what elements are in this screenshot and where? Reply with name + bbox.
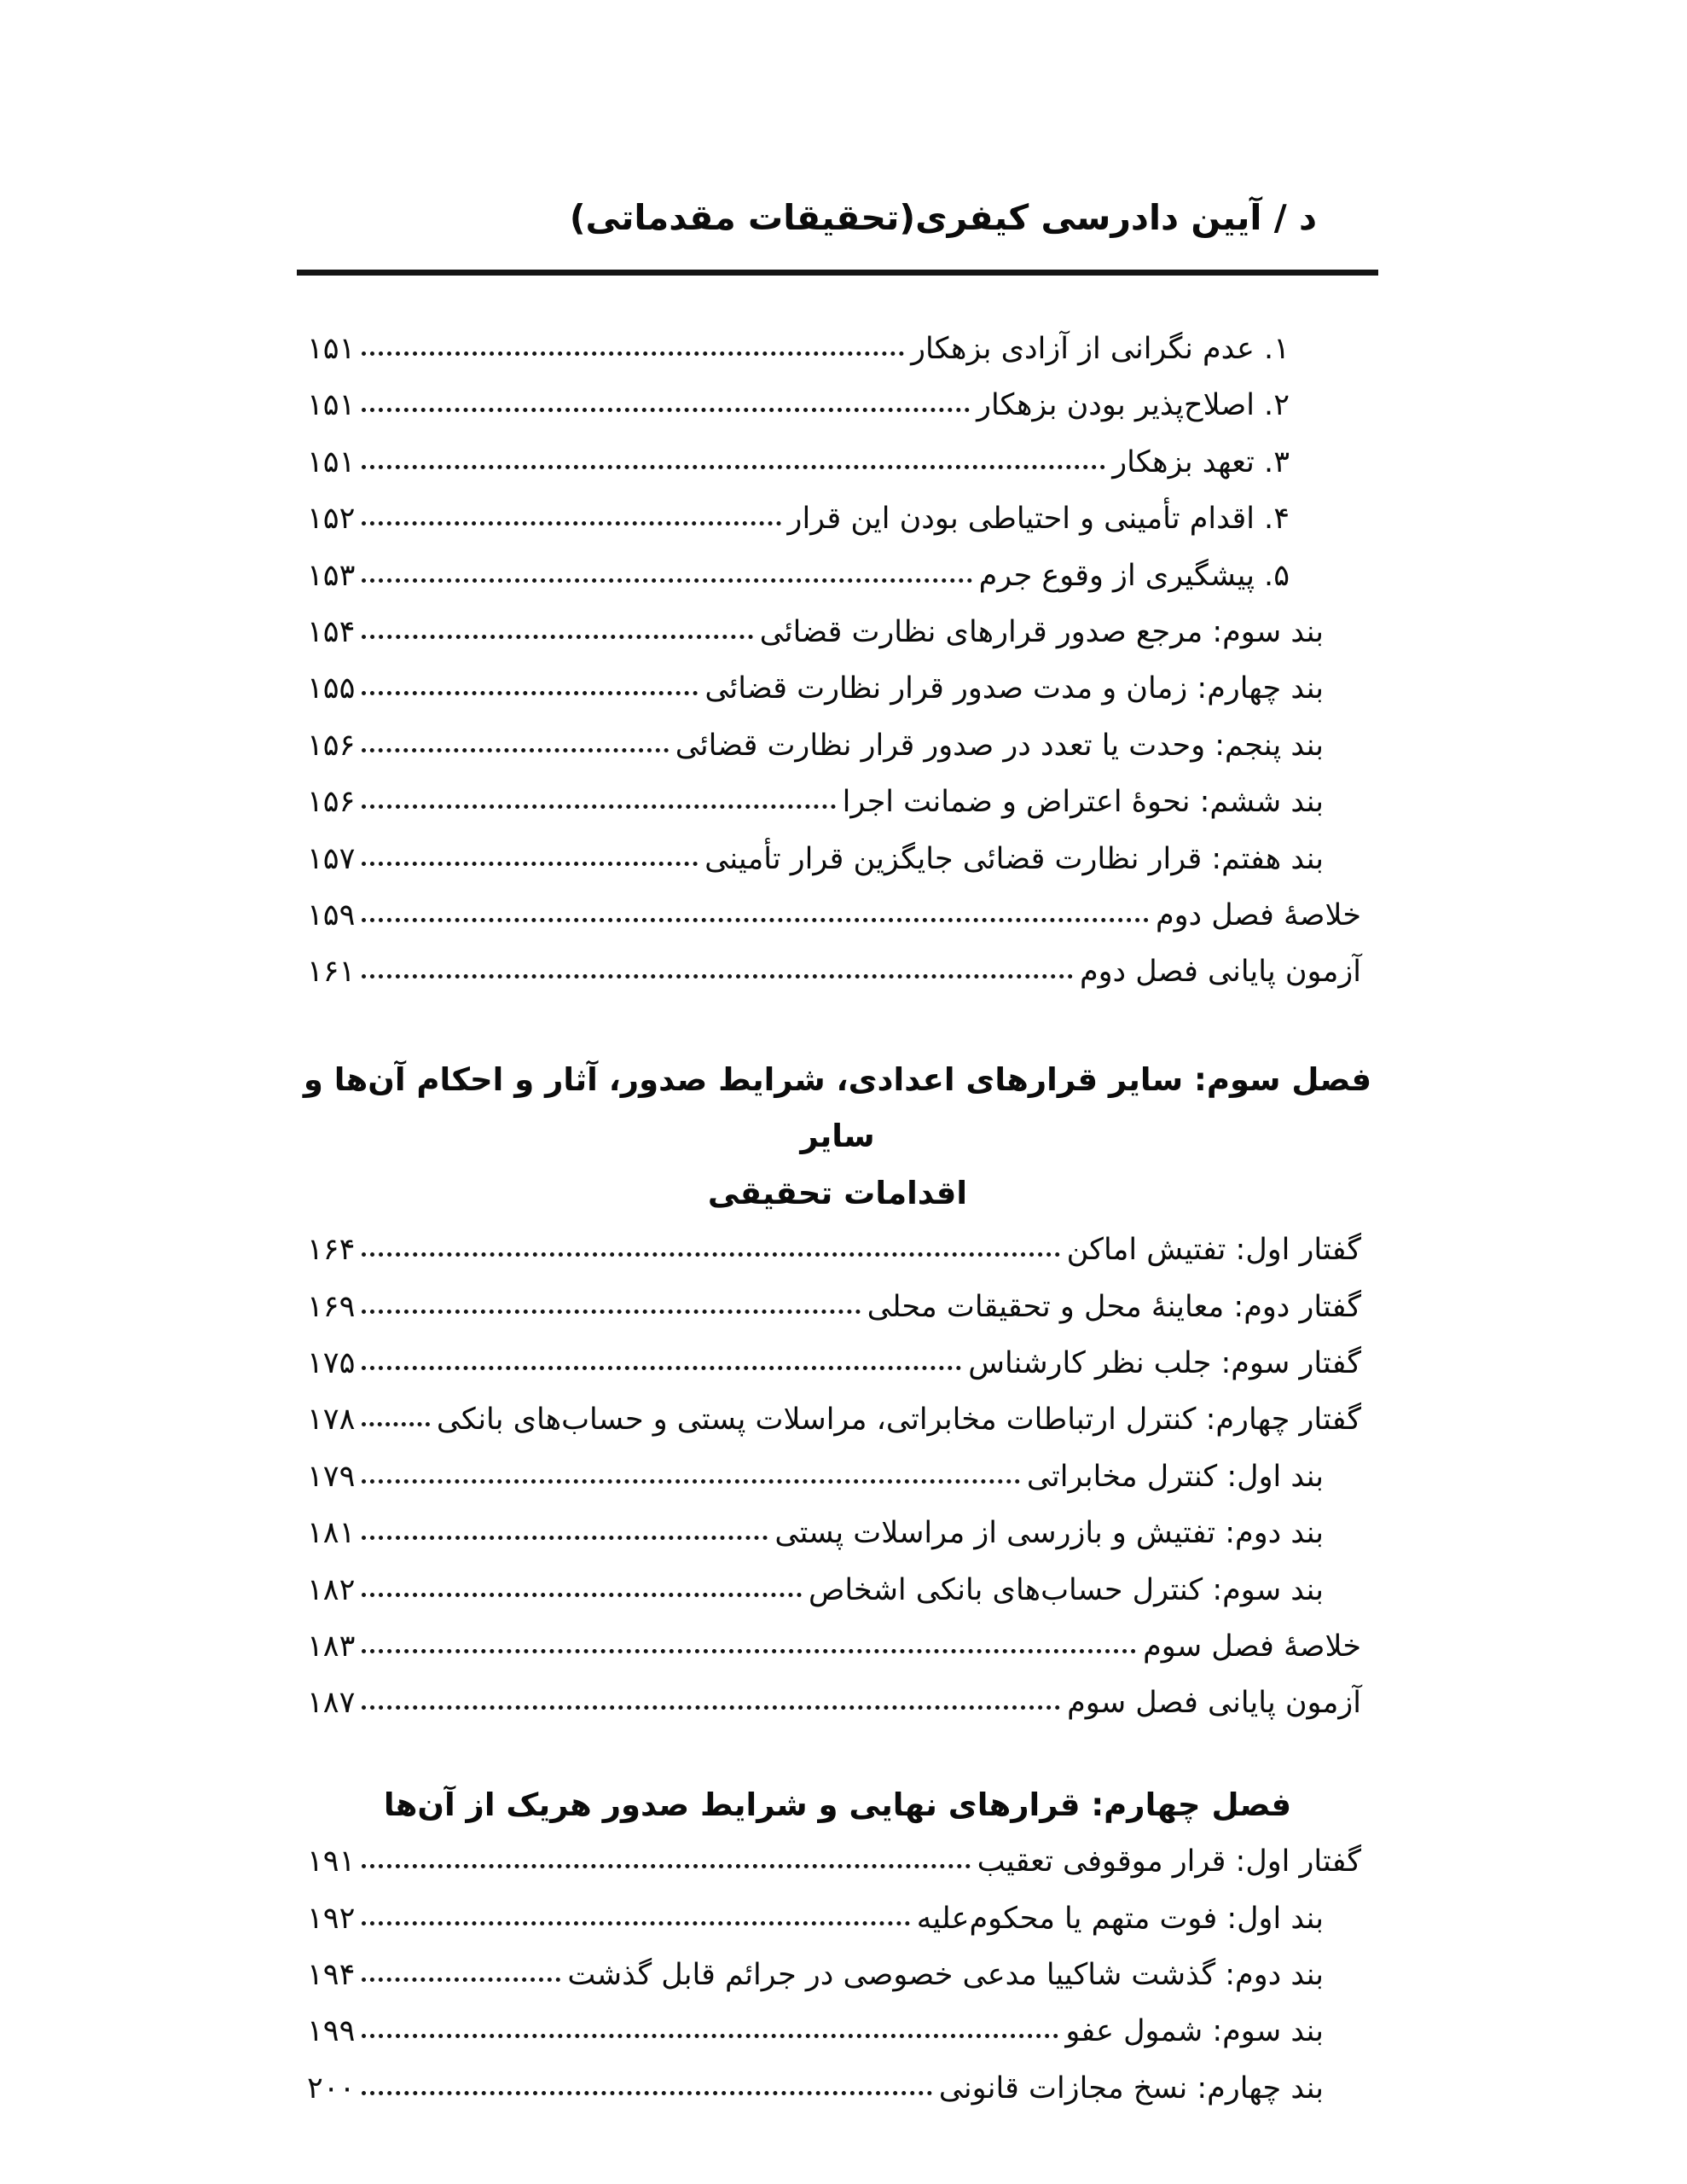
toc-entry-label: بند پنجم: وحدت یا تعدد در صدور قرار نظارت قضائی [675, 728, 1324, 763]
toc-entry [297, 1891, 1378, 1947]
toc-entry-label: بند چهارم: زمان و مدت صدور قرار نظارت قضائی [704, 671, 1324, 706]
toc-entry [297, 1335, 1378, 1391]
toc-section-chapter4 [297, 1833, 1378, 2117]
toc-entry [297, 1222, 1378, 1278]
toc-entry [297, 1562, 1378, 1618]
toc-entry-label: بند هفتم: قرار نظارت قضائی جایگزین قرار تأمینی [704, 841, 1324, 876]
chapter-3-heading-line-2: اقدامات تحقیقی [707, 1174, 968, 1211]
toc-entry-page: ۱۹۱ [307, 1844, 356, 1879]
dot-leader [362, 1479, 1019, 1484]
toc-entry-label: آزمون پایانی فصل دوم [1079, 955, 1361, 990]
dot-leader [362, 1921, 909, 1926]
toc-entry [297, 2003, 1378, 2059]
toc-entry-label: خلاصهٔ فصل دوم [1155, 897, 1361, 932]
toc-entry [297, 660, 1378, 717]
toc-entry-page: ۱۵۱ [307, 388, 356, 423]
dot-leader [362, 2091, 931, 2095]
toc-entry-page: ۱۵۱ [307, 444, 356, 479]
toc-entry-label: بند چهارم: نسخ مجازات قانونی [938, 2071, 1324, 2106]
dot-leader [362, 1705, 1060, 1710]
chapter-3-heading-line-1: فصل سوم: سایر قرارهای اعدادی، شرایط صدور، آثار و احکام آن‌ها و سایر [303, 1060, 1372, 1155]
toc-entry [297, 717, 1378, 774]
toc-entry-page: ۱۵۵ [307, 671, 356, 706]
toc-entry [297, 944, 1378, 1000]
toc-entry [297, 1505, 1378, 1561]
toc-entry-page: ۱۵۹ [307, 897, 356, 932]
toc-entry [297, 1449, 1378, 1505]
dot-leader [362, 1310, 860, 1314]
toc-entry-page: ۱۹۲ [307, 1901, 356, 1936]
toc-entry-label: بند ششم: نحوهٔ اعتراض و ضمانت اجرا [842, 785, 1324, 820]
toc-entry-page: ۱۵۴ [307, 614, 356, 649]
toc-entry-label: ۵. پیشگیری از وقوع جرم [978, 558, 1290, 593]
page-content [297, 0, 1378, 2117]
toc-entry-label: ۳. تعهد بزهکار [1112, 444, 1290, 479]
dot-leader [362, 918, 1149, 922]
dot-leader [362, 974, 1073, 979]
toc-entry-page: ۱۸۷ [307, 1686, 356, 1721]
toc-entry [297, 434, 1378, 491]
toc-entry-label: بند اول: فوت متهم یا محکوم‌علیه [916, 1901, 1324, 1936]
toc-entry-page: ۱۵۲ [307, 502, 356, 537]
toc-entry-page: ۱۸۳ [307, 1629, 356, 1664]
dot-leader [362, 1536, 768, 1540]
toc-entry [297, 1947, 1378, 2003]
dot-leader [362, 862, 698, 866]
toc-entry-page: ۱۷۸ [307, 1403, 356, 1438]
dot-leader [362, 578, 971, 583]
dot-leader [362, 635, 752, 639]
toc-entry [297, 1279, 1378, 1335]
toc-entry-label: بند دوم: تفتیش و بازرسی از مراسلات پستی [774, 1516, 1324, 1551]
chapter-4-heading [297, 1777, 1378, 1834]
toc-entry-page: ۱۵۳ [307, 558, 356, 593]
dot-leader [362, 351, 904, 356]
toc-entry-page: ۱۹۹ [307, 2014, 356, 2049]
toc-entry-page: ۱۵۷ [307, 841, 356, 876]
toc-entry-label: گفتار اول: تفتیش اماکن [1066, 1233, 1361, 1268]
toc-entry [297, 1675, 1378, 1731]
toc-section-chapter3 [297, 1222, 1378, 1732]
toc-entry-label: گفتار اول: قرار موقوفی تعقیب [977, 1844, 1361, 1879]
toc-entry-page: ۱۸۲ [307, 1572, 356, 1607]
toc-entry-page: ۱۵۶ [307, 785, 356, 820]
toc-entry-page: ۱۷۵ [307, 1345, 356, 1380]
toc-entry-page: ۱۹۴ [307, 1957, 356, 1992]
toc-entry-label: بند سوم: مرجع صدور قرارهای نظارت قضائی [759, 614, 1324, 649]
toc-entry-label: خلاصهٔ فصل سوم [1143, 1629, 1361, 1664]
dot-leader [362, 1252, 1059, 1257]
dot-leader [362, 1649, 1136, 1653]
toc-entry [297, 2060, 1378, 2117]
toc-entry-label: بند سوم: شمول عفو [1065, 2014, 1324, 2049]
toc-entry [297, 1833, 1378, 1890]
toc-entry [297, 491, 1378, 547]
toc-entry [297, 774, 1378, 830]
chapter-3-heading [297, 1052, 1378, 1223]
toc-entry-label: بند اول: کنترل مخابراتی [1026, 1459, 1324, 1494]
dot-leader [362, 1978, 560, 1982]
toc-entry [297, 831, 1378, 887]
chapter-4-heading-line-1: فصل چهارم: قرارهای نهایی و شرایط صدور هریک از آن‌ها [383, 1786, 1292, 1823]
dot-leader [362, 1422, 429, 1426]
toc-entry-label: آزمون پایانی فصل سوم [1067, 1686, 1361, 1721]
dot-leader [362, 408, 970, 412]
toc-entry-page: ۱۸۱ [307, 1516, 356, 1551]
toc-entry-page: ۲۰۰ [307, 2071, 356, 2106]
toc-entry [297, 1618, 1378, 1675]
toc-entry-label: بند سوم: کنترل حساب‌های بانکی اشخاص [809, 1572, 1324, 1607]
dot-leader [362, 2034, 1058, 2038]
header-rule [297, 270, 1378, 276]
toc-entry-page: ۱۵۶ [307, 728, 356, 763]
toc-entry-page: ۱۵۱ [307, 332, 356, 366]
toc-entry-label: ۴. اقدام تأمینی و احتیاطی بودن این قرار [787, 502, 1290, 537]
toc-entry-page: ۱۶۱ [307, 955, 356, 990]
toc-entry-page: ۱۷۹ [307, 1459, 356, 1494]
toc-entry-label: ۱. عدم نگرانی از آزادی بزهکار [911, 332, 1290, 366]
toc-entry-label: بند دوم: گذشت شاکییا مدعی خصوصی در جرائم قابل گذشت [567, 1957, 1324, 1992]
dot-leader [362, 1366, 961, 1370]
toc-section-chapter2 [297, 321, 1378, 1001]
toc-entry-label: گفتار سوم: جلب نظر کارشناس [968, 1345, 1361, 1380]
toc-entry [297, 321, 1378, 377]
dot-leader [362, 521, 780, 526]
toc-entry-label: ۲. اصلاح‌پذیر بودن بزهکار [977, 388, 1290, 423]
dot-leader [362, 1593, 802, 1597]
toc-entry [297, 1391, 1378, 1448]
dot-leader [362, 465, 1105, 469]
toc-entry [297, 548, 1378, 604]
toc-entry-label: گفتار دوم: معاینهٔ محل و تحقیقات محلی [867, 1289, 1361, 1324]
dot-leader [362, 691, 698, 695]
toc-entry [297, 887, 1378, 944]
dot-leader [362, 804, 835, 809]
dot-leader [362, 1864, 970, 1868]
toc-entry [297, 604, 1378, 660]
toc-entry-page: ۱۶۹ [307, 1289, 356, 1324]
toc-entry-page: ۱۶۴ [307, 1233, 356, 1268]
toc-entry [297, 377, 1378, 433]
dot-leader [362, 748, 668, 752]
running-head: د / آیین دادرسی کیفری(تحقیقات مقدماتی) [569, 197, 1317, 238]
toc-entry-label: گفتار چهارم: کنترل ارتباطات مخابراتی، مراسلات پستی و حساب‌های بانکی [436, 1403, 1361, 1438]
